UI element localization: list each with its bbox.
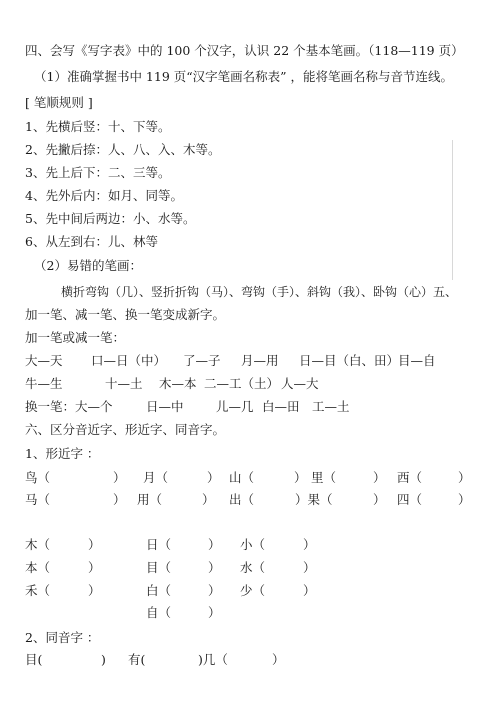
blank-char: 小（ (240, 537, 266, 552)
word-pair: 白—田 (262, 399, 300, 414)
blank-char: 山（ (229, 470, 255, 485)
word-pair: 木—本 (159, 376, 197, 391)
error-strokes-text: 横折弯钩（几）、竖折折钩（马）、弯钩（手）、斜钩（我）、卧钩（心）五、 (61, 285, 458, 299)
blank-close: ） (373, 470, 386, 485)
word-pair: 人—大 (281, 376, 319, 391)
blank-char: 水（ (240, 560, 266, 575)
rule-item: 6、从左到右：儿、林等 (25, 234, 158, 249)
rule-item: 4、先外后内：如月、同等。 (25, 188, 183, 203)
blank-close: ) (101, 652, 106, 667)
blank-char: 出（ (229, 492, 255, 507)
blank-char: 自（ (146, 605, 172, 620)
blank-char: 西（ (397, 470, 423, 485)
stroke-name-instruction: （1）准确掌握书中 119 页“汉字笔画名称表” ，能将笔画名称与音节连线。 (34, 69, 454, 84)
blank-char: 白（ (146, 583, 172, 598)
word-pair: 儿—几 (216, 399, 254, 414)
blank-char: 日（ (146, 537, 172, 552)
rule-item: 1、先横后竖：十、下等。 (25, 119, 171, 134)
add-subtract-title: 加一笔或减一笔： (25, 330, 126, 345)
section-four-heading: 四、会写《写字表》中的 100 个汉字，认识 22 个基本笔画。（118—119 页） (25, 43, 464, 58)
blank-char: 少（ (240, 583, 266, 598)
similar-shape-title: 1、形近字 ： (25, 446, 100, 461)
section-six-title: 六、区分音近字、形近字、同音字。 (25, 422, 226, 437)
word-pair: 目—自 (398, 353, 436, 368)
word-pair: 日—中 (146, 399, 184, 414)
word-pair: 工—土 (312, 399, 350, 414)
blank-close: ） (373, 492, 386, 507)
blank-close: ） (208, 537, 221, 552)
blank-char: )几（ (198, 652, 228, 667)
word-pair: 大—天 (25, 353, 63, 368)
swap-label: 换一笔：大—个 (25, 399, 113, 414)
blank-close: ） (208, 583, 221, 598)
blank-char: 马（ (25, 492, 51, 507)
blank-char: 禾（ (25, 583, 51, 598)
blank-close: ） (207, 470, 220, 485)
margin-line (452, 140, 453, 280)
rule-item: 3、先上后下：二、三等。 (25, 165, 171, 180)
blank-close: ） (88, 560, 101, 575)
blank-close: ） (303, 537, 316, 552)
homophone-title: 2、同音字 ： (25, 630, 100, 645)
blank-close: ） (113, 470, 126, 485)
blank-close: ） (458, 470, 471, 485)
blank-close: ） (303, 560, 316, 575)
word-pair: 口—日（中） (91, 353, 167, 368)
blank-char: 本（ (25, 560, 51, 575)
blank-close: ） (202, 492, 215, 507)
blank-char: 四（ (397, 492, 423, 507)
word-pair: 牛—生 (25, 376, 63, 391)
word-pair: 月—用 (241, 353, 279, 368)
section-five-text: 加一笔、减一笔、换一笔变成新字。 (25, 307, 226, 322)
blank-close: ） (294, 470, 307, 485)
blank-close: ） (88, 537, 101, 552)
blank-char: 鸟（ (25, 470, 51, 485)
rule-item: 5、先中间后两边：小、水等。 (25, 211, 196, 226)
blank-char: 用（ (137, 492, 163, 507)
blank-char: 有( (128, 652, 146, 667)
blank-char: 木（ (25, 537, 51, 552)
stroke-order-rules-title: [ 笔顺规则 ] (25, 95, 93, 110)
word-pair: 二—工（土） (204, 376, 280, 391)
blank-close: ） (113, 492, 126, 507)
blank-close: ） (272, 652, 285, 667)
blank-char: ）果（ (295, 492, 333, 507)
blank-char: 目（ (146, 560, 172, 575)
blank-close: ） (208, 560, 221, 575)
blank-char: 目( (25, 652, 43, 667)
blank-close: ） (88, 583, 101, 598)
blank-close: ） (303, 583, 316, 598)
error-strokes-title: （2）易错的笔画： (34, 258, 142, 273)
word-pair: 了—子 (183, 353, 221, 368)
rule-item: 2、先撇后捺：人、八、入、木等。 (25, 142, 221, 157)
blank-close: ） (208, 605, 221, 620)
blank-char: 月（ (143, 470, 169, 485)
blank-char: 里（ (311, 470, 337, 485)
blank-close: ） (458, 492, 471, 507)
word-pair: 十—土 (105, 376, 143, 391)
word-pair: 日—目（白、田） (299, 353, 400, 368)
